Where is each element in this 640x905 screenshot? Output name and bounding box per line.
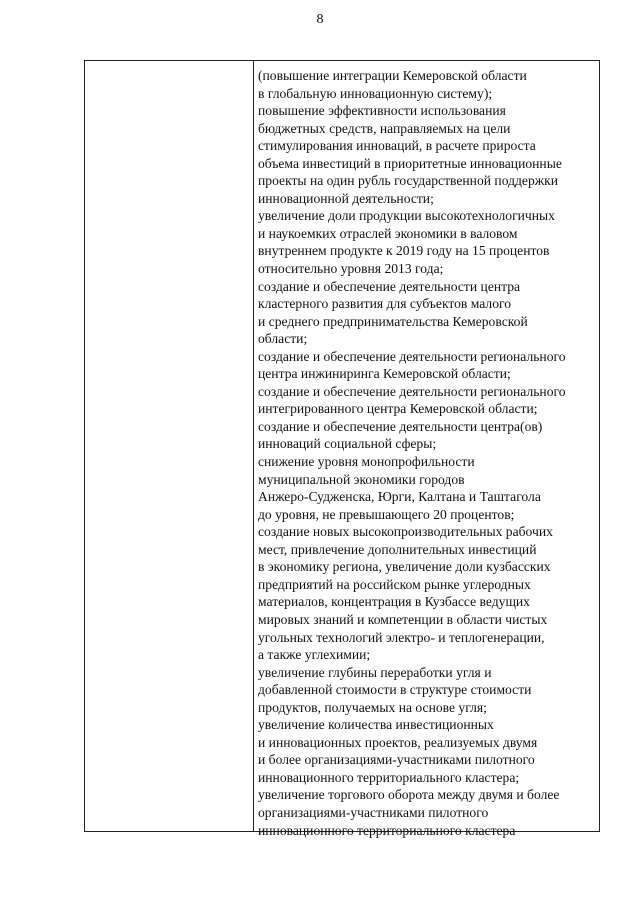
text-line: центра инжиниринга Кемеровской области; (258, 366, 511, 382)
text-line: бюджетных средств, направляемых на цели (258, 120, 511, 136)
text-line: области; (258, 331, 308, 347)
text-line: инновационного территориального кластера; (258, 769, 520, 785)
text-line: мест, привлечение дополнительных инвестиций (258, 541, 537, 557)
text-line: увеличение торгового оборота между двумя и более (258, 787, 560, 803)
text-line: создание и обеспечение деятельности регионального (258, 348, 566, 364)
text-line: продуктов, получаемых на основе угля; (258, 699, 487, 715)
text-line: увеличение глубины переработки угля и (258, 664, 492, 680)
text-line: добавленной стоимости в структуре стоимости (258, 682, 532, 698)
text-line: в глобальную инновационную систему); (258, 85, 493, 101)
text-line: проекты на один рубль государственной поддержки (258, 173, 559, 189)
text-line: и наукоемких отраслей экономики в валовом (258, 225, 518, 241)
text-line: инновационной деятельности; (258, 190, 434, 206)
text-line: увеличение доли продукции высокотехнологичных (258, 208, 555, 224)
text-line: кластерного развития для субъектов малого (258, 296, 512, 312)
page-number: 8 (316, 12, 324, 27)
text-line: снижение уровня монопрофильности (258, 454, 475, 470)
text-line: создание и обеспечение деятельности регионального (258, 383, 566, 399)
text-line: стимулирования инноваций, в расчете прироста (258, 138, 536, 154)
text-line: материалов, концентрация в Кузбассе ведущих (258, 594, 530, 610)
text-line: муниципальной экономики городов (258, 471, 465, 487)
text-line: а также углехимии; (258, 647, 371, 663)
text-line: и среднего предпринимательства Кемеровской (258, 313, 528, 329)
text-line: внутреннем продукте к 2019 году на 15 процентов (258, 243, 550, 259)
text-line: организациями-участниками пилотного (258, 804, 489, 820)
text-line: до уровня, не превышающего 20 процентов; (258, 506, 515, 522)
text-line: создание и обеспечение деятельности центра (258, 278, 521, 294)
text-line: и более организациями-участниками пилотного (258, 752, 535, 768)
text-line: мировых знаний и компетенции в области чистых (258, 611, 548, 627)
text-line: инновационного территориального кластера (258, 822, 516, 838)
text-line: Анжеро-Судженска, Юрги, Калтана и Таштагола (258, 489, 541, 505)
text-line: повышение эффективности использования (258, 103, 506, 119)
text-line: угольных технологий электро- и теплогенерации, (258, 629, 545, 645)
text-line: (повышение интеграции Кемеровской области (258, 68, 527, 83)
text-line: относительно уровня 2013 года; (258, 261, 444, 277)
table-right-cell (258, 67, 600, 839)
text-line: объема инвестиций в приоритетные инновационные (258, 155, 562, 171)
text-line: предприятий на российском рынке углеродных (258, 576, 531, 592)
table-left-cell (85, 61, 253, 831)
text-line: интегрированного центра Кемеровской области; (258, 401, 538, 417)
text-line: и инновационных проектов, реализуемых двумя (258, 734, 538, 750)
text-line: инноваций социальной сферы; (258, 436, 437, 452)
text-line: создание новых высокопроизводительных рабочих (258, 524, 553, 540)
column-divider (253, 61, 254, 831)
text-line: в экономику региона, увеличение доли кузбасских (258, 559, 551, 575)
document-table (84, 60, 600, 838)
text-line: увеличение количества инвестиционных (258, 717, 494, 733)
text-line: создание и обеспечение деятельности центра(ов) (258, 418, 543, 434)
